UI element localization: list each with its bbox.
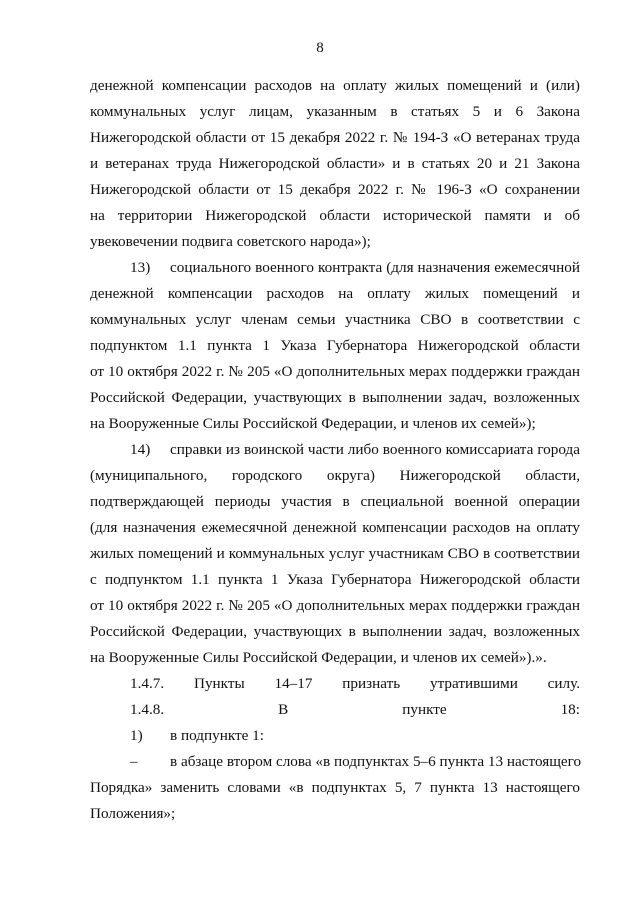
text-line: (муниципального, городского округа) Нижегородской области, <box>90 467 580 484</box>
text-line: Положения»; <box>90 805 176 822</box>
text-line: Российской Федерации, участвующих в выполнении задач, возложенных <box>90 389 580 406</box>
list-item-number: 1) <box>130 727 143 744</box>
text-line: с подпунктом 1.1 пункта 1 Указа Губернатора Нижегородской области <box>90 571 580 588</box>
text-line: Порядка» заменить словами «в подпунктах 5, 7 пункта 13 настоящего <box>90 779 580 796</box>
text-line: и ветеранах труда Нижегородской области» и в статьях 20 и 21 Закона <box>90 155 580 172</box>
text-line: на Вооруженные Силы Российской Федерации, и членов их семей»).». <box>90 649 547 666</box>
text-line: (для назначения ежемесячной денежной компенсации расходов на оплату <box>90 519 580 536</box>
text-line: коммунальных услуг членам семьи участника СВО в соответствии с <box>90 311 580 328</box>
text-line: 1.4.7. Пункты 14–17 признать утратившими силу. <box>130 675 580 692</box>
text-line: денежной компенсации расходов на оплату жилых помещений и (или) <box>90 77 580 94</box>
text-line: Нижегородской области от 15 декабря 2022 г. № 196-З «О сохранении <box>90 181 580 198</box>
text-line: от 10 октября 2022 г. № 205 «О дополнительных мерах поддержки граждан <box>90 363 580 380</box>
list-item-number: 14) <box>130 441 151 458</box>
text-line: в абзаце втором слова «в подпунктах 5–6 пункта 13 настоящего <box>170 753 582 770</box>
text-line: 1.4.8. В пункте 18: <box>130 701 580 718</box>
text-line: коммунальных услуг лицам, указанным в статьях 5 и 6 Закона <box>90 103 580 120</box>
dash-marker: – <box>130 753 138 770</box>
text-line: подтверждающей периоды участия в специальной военной операции <box>90 493 580 510</box>
list-item-number: 13) <box>130 259 151 276</box>
text-line: Российской Федерации, участвующих в выполнении задач, возложенных <box>90 623 580 640</box>
text-line: увековечении подвига советского народа»); <box>90 233 371 250</box>
text-line: на территории Нижегородской области исторической памяти и об <box>90 207 580 224</box>
text-line: подпунктом 1.1 пункта 1 Указа Губернатора Нижегородской области <box>90 337 580 354</box>
page-number: 8 <box>316 40 324 56</box>
text-line: на Вооруженные Силы Российской Федерации, и членов их семей»); <box>90 415 536 432</box>
text-line: справки из воинской части либо военного комиссариата города <box>170 441 580 458</box>
text-line: социального военного контракта (для назначения ежемесячной <box>170 259 580 276</box>
text-line: денежной компенсации расходов на оплату жилых помещений и <box>90 285 580 302</box>
text-line: Нижегородской области от 15 декабря 2022 г. № 194-З «О ветеранах труда <box>90 129 580 146</box>
text-line: жилых помещений и коммунальных услуг участникам СВО в соответствии <box>90 545 580 562</box>
text-line: в подпункте 1: <box>170 727 264 744</box>
text-line: от 10 октября 2022 г. № 205 «О дополнительных мерах поддержки граждан <box>90 597 580 614</box>
